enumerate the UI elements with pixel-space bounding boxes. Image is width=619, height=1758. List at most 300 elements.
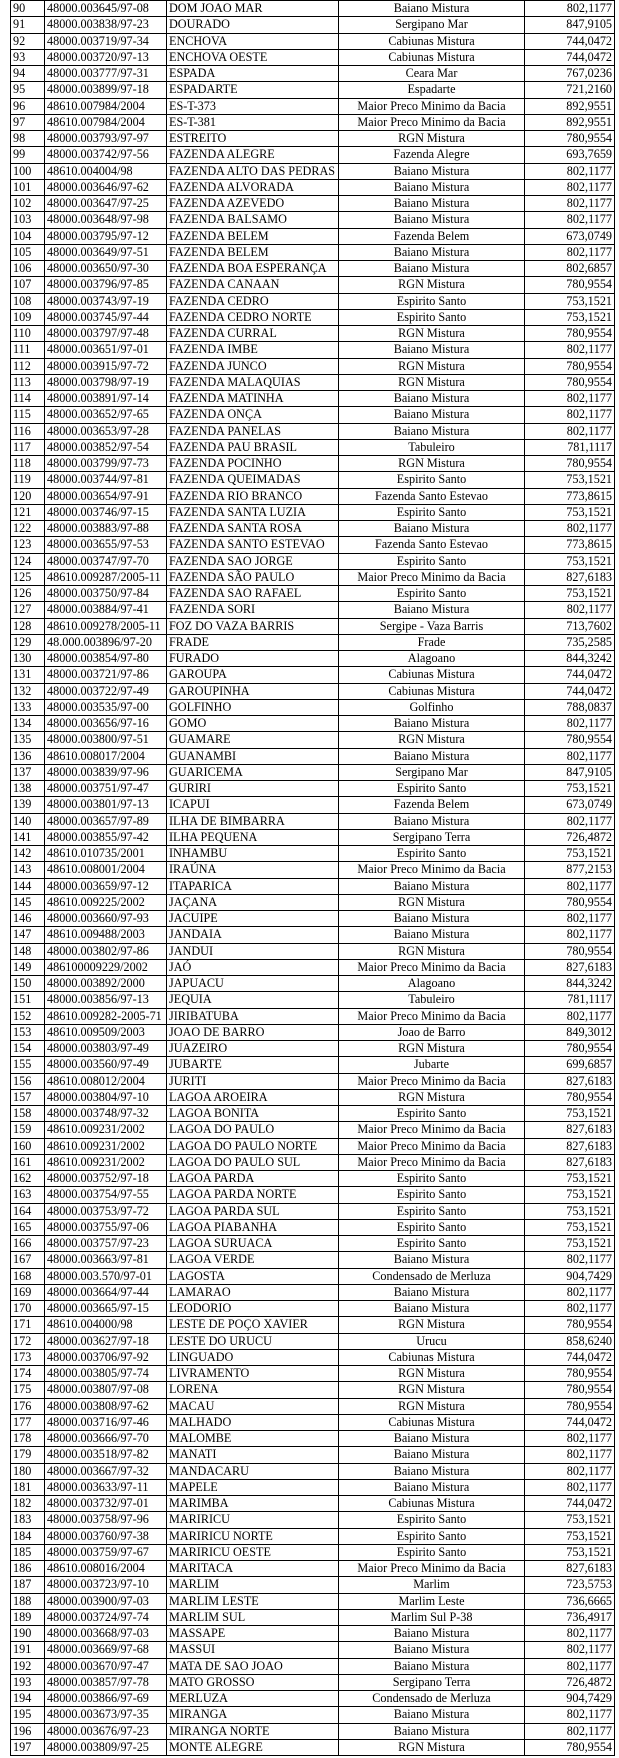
minimum-price-cell: 802,1177: [525, 1252, 615, 1268]
process-number-cell: 48000.003673/97-35: [45, 1707, 167, 1723]
table-row: [11, 1138, 615, 1154]
table-row: [11, 651, 615, 667]
row-number-cell: 188: [11, 1593, 45, 1609]
process-number-cell: 48000.003752/97-18: [45, 1171, 167, 1187]
process-number-cell: 48000.003804/97-10: [45, 1089, 167, 1105]
minimum-price-cell: 802,1177: [525, 878, 615, 894]
process-number-cell: 48000.003854/97-80: [45, 651, 167, 667]
field-name-cell: LAGOA DO PAULO NORTE: [167, 1138, 339, 1154]
reference-oil-cell: Baiano Mistura: [339, 212, 525, 228]
process-number-cell: 48000.003748/97-32: [45, 1106, 167, 1122]
reference-oil-cell: Espirito Santo: [339, 1171, 525, 1187]
field-name-cell: LIVRAMENTO: [167, 1366, 339, 1382]
process-number-cell: 48000.003892/2000: [45, 976, 167, 992]
row-number-cell: 185: [11, 1544, 45, 1560]
field-name-cell: GUARICEMA: [167, 764, 339, 780]
row-number-cell: 162: [11, 1171, 45, 1187]
table-row: [11, 1203, 615, 1219]
row-number-cell: 126: [11, 586, 45, 602]
reference-oil-cell: RGN Mistura: [339, 894, 525, 910]
table-row: [11, 1414, 615, 1430]
minimum-price-cell: 780,9554: [525, 1366, 615, 1382]
field-name-cell: FAZENDA ALTO DAS PEDRAS: [167, 163, 339, 179]
field-name-cell: DOM JOAO MAR: [167, 1, 339, 17]
minimum-price-cell: 802,1177: [525, 927, 615, 943]
field-name-cell: MASSUI: [167, 1642, 339, 1658]
minimum-price-cell: 802,1177: [525, 748, 615, 764]
process-number-cell: 48610.009278/2005-11: [45, 618, 167, 634]
reference-oil-cell: Fazenda Alegre: [339, 147, 525, 163]
process-number-cell: 48000.003809/97-25: [45, 1739, 167, 1755]
reference-oil-cell: Maior Preco Minimo da Bacia: [339, 862, 525, 878]
field-name-cell: JAÇANA: [167, 894, 339, 910]
minimum-price-cell: 753,1521: [525, 586, 615, 602]
minimum-price-cell: 780,9554: [525, 374, 615, 390]
field-name-cell: FAZENDA RIO BRANCO: [167, 488, 339, 504]
row-number-cell: 176: [11, 1398, 45, 1414]
minimum-price-cell: 802,1177: [525, 212, 615, 228]
field-name-cell: MATO GROSSO: [167, 1674, 339, 1690]
reference-oil-cell: Baiano Mistura: [339, 407, 525, 423]
minimum-price-cell: 780,9554: [525, 1041, 615, 1057]
field-name-cell: FAZENDA BELEM: [167, 244, 339, 260]
row-number-cell: 166: [11, 1236, 45, 1252]
minimum-price-cell: 802,1177: [525, 1284, 615, 1300]
reference-oil-cell: Baiano Mistura: [339, 878, 525, 894]
field-name-cell: FOZ DO VAZA BARRIS: [167, 618, 339, 634]
field-name-cell: GUANAMBI: [167, 748, 339, 764]
field-name-cell: FAZENDA SANTO ESTEVAO: [167, 537, 339, 553]
minimum-price-cell: 877,2153: [525, 862, 615, 878]
table-row: [11, 472, 615, 488]
process-number-cell: 48000.003649/97-51: [45, 244, 167, 260]
field-name-cell: MARLIM: [167, 1577, 339, 1593]
field-name-cell: LINGUADO: [167, 1349, 339, 1365]
minimum-price-cell: 723,5753: [525, 1577, 615, 1593]
row-number-cell: 161: [11, 1154, 45, 1170]
reference-oil-cell: Baiano Mistura: [339, 748, 525, 764]
field-name-cell: IRAÚNA: [167, 862, 339, 878]
table-row: [11, 1073, 615, 1089]
minimum-price-cell: 673,0749: [525, 228, 615, 244]
reference-oil-cell: Baiano Mistura: [339, 391, 525, 407]
reference-oil-cell: Baiano Mistura: [339, 1479, 525, 1495]
price-table-body: [11, 1, 615, 1756]
table-row: [11, 391, 615, 407]
process-number-cell: 48000.003657/97-89: [45, 813, 167, 829]
reference-oil-cell: Baiano Mistura: [339, 1252, 525, 1268]
table-row: [11, 1447, 615, 1463]
reference-oil-cell: Baiano Mistura: [339, 1301, 525, 1317]
table-row: [11, 878, 615, 894]
row-number-cell: 146: [11, 911, 45, 927]
minimum-price-cell: 802,1177: [525, 1447, 615, 1463]
minimum-price-cell: 780,9554: [525, 1089, 615, 1105]
process-number-cell: 48000.003747/97-70: [45, 553, 167, 569]
row-number-cell: 145: [11, 894, 45, 910]
table-row: [11, 1041, 615, 1057]
row-number-cell: 169: [11, 1284, 45, 1300]
minimum-price-cell: 753,1521: [525, 1236, 615, 1252]
reference-oil-cell: RGN Mistura: [339, 1382, 525, 1398]
minimum-price-cell: 802,1177: [525, 1463, 615, 1479]
row-number-cell: 181: [11, 1479, 45, 1495]
row-number-cell: 156: [11, 1073, 45, 1089]
row-number-cell: 140: [11, 813, 45, 829]
field-name-cell: MERLUZA: [167, 1691, 339, 1707]
reference-oil-cell: Cabiunas Mistura: [339, 1496, 525, 1512]
table-row: [11, 1366, 615, 1382]
process-number-cell: 48610.009231/2002: [45, 1138, 167, 1154]
table-row: [11, 228, 615, 244]
minimum-price-cell: 744,0472: [525, 667, 615, 683]
row-number-cell: 163: [11, 1187, 45, 1203]
field-name-cell: FURADO: [167, 651, 339, 667]
row-number-cell: 184: [11, 1528, 45, 1544]
minimum-price-cell: 780,9554: [525, 894, 615, 910]
field-name-cell: JUBARTE: [167, 1057, 339, 1073]
minimum-price-cell: 858,6240: [525, 1333, 615, 1349]
table-row: [11, 114, 615, 130]
row-number-cell: 104: [11, 228, 45, 244]
process-number-cell: 48000.003742/97-56: [45, 147, 167, 163]
table-row: [11, 1691, 615, 1707]
process-number-cell: 48000.003653/97-28: [45, 423, 167, 439]
reference-oil-cell: Baiano Mistura: [339, 1463, 525, 1479]
row-number-cell: 107: [11, 277, 45, 293]
reference-oil-cell: Fazenda Belem: [339, 797, 525, 813]
field-name-cell: ICAPUI: [167, 797, 339, 813]
field-name-cell: DOURADO: [167, 17, 339, 33]
row-number-cell: 178: [11, 1431, 45, 1447]
process-number-cell: 48000.003645/97-08: [45, 1, 167, 17]
row-number-cell: 170: [11, 1301, 45, 1317]
row-number-cell: 123: [11, 537, 45, 553]
field-name-cell: FAZENDA ONÇA: [167, 407, 339, 423]
process-number-cell: 48000.003745/97-44: [45, 309, 167, 325]
table-row: [11, 1642, 615, 1658]
reference-oil-cell: Sergipe - Vaza Barris: [339, 618, 525, 634]
process-number-cell: 48000.003646/97-62: [45, 179, 167, 195]
process-number-cell: 48610.009231/2002: [45, 1154, 167, 1170]
process-number-cell: 48000.003723/97-10: [45, 1577, 167, 1593]
reference-oil-cell: Espirito Santo: [339, 472, 525, 488]
field-name-cell: FAZENDA SANTA LUZIA: [167, 504, 339, 520]
row-number-cell: 165: [11, 1219, 45, 1235]
process-number-cell: 48000.003648/97-98: [45, 212, 167, 228]
minimum-price-cell: 802,1177: [525, 1479, 615, 1495]
reference-oil-cell: Baiano Mistura: [339, 1284, 525, 1300]
table-row: [11, 179, 615, 195]
reference-oil-cell: Maior Preco Minimo da Bacia: [339, 1138, 525, 1154]
reference-oil-cell: RGN Mistura: [339, 456, 525, 472]
minimum-price-cell: 849,3012: [525, 1024, 615, 1040]
process-number-cell: 48000.003721/97-86: [45, 667, 167, 683]
reference-oil-cell: Maior Preco Minimo da Bacia: [339, 98, 525, 114]
process-number-cell: 48000.003668/97-03: [45, 1626, 167, 1642]
row-number-cell: 157: [11, 1089, 45, 1105]
reference-oil-cell: Espirito Santo: [339, 1219, 525, 1235]
reference-oil-cell: Baiano Mistura: [339, 244, 525, 260]
field-name-cell: ESPADA: [167, 66, 339, 82]
table-row: [11, 131, 615, 147]
reference-oil-cell: Baiano Mistura: [339, 602, 525, 618]
reference-oil-cell: RGN Mistura: [339, 1739, 525, 1755]
minimum-price-cell: 767,0236: [525, 66, 615, 82]
process-number-cell: 48000.003732/97-01: [45, 1496, 167, 1512]
reference-oil-cell: Cabiunas Mistura: [339, 1414, 525, 1430]
process-number-cell: 48000.003666/97-70: [45, 1431, 167, 1447]
field-name-cell: GOLFINHO: [167, 699, 339, 715]
process-number-cell: 48000.003654/97-91: [45, 488, 167, 504]
table-row: [11, 748, 615, 764]
table-row: [11, 1268, 615, 1284]
row-number-cell: 120: [11, 488, 45, 504]
minimum-price-cell: 780,9554: [525, 131, 615, 147]
field-name-cell: MALOMBE: [167, 1431, 339, 1447]
table-row: [11, 439, 615, 455]
reference-oil-cell: Baiano Mistura: [339, 1723, 525, 1739]
table-row: [11, 17, 615, 33]
table-row: [11, 1219, 615, 1235]
minimum-price-cell: 802,1177: [525, 196, 615, 212]
minimum-price-cell: 780,9554: [525, 1398, 615, 1414]
process-number-cell: 48000.003777/97-31: [45, 66, 167, 82]
row-number-cell: 196: [11, 1723, 45, 1739]
process-number-cell: 48000.003744/97-81: [45, 472, 167, 488]
process-number-cell: 48000.003856/97-13: [45, 992, 167, 1008]
row-number-cell: 153: [11, 1024, 45, 1040]
reference-oil-cell: Baiano Mistura: [339, 163, 525, 179]
table-row: [11, 309, 615, 325]
table-row: [11, 602, 615, 618]
process-number-cell: 48000.003633/97-11: [45, 1479, 167, 1495]
field-name-cell: FAZENDA SORI: [167, 602, 339, 618]
field-name-cell: LAGOA PARDA NORTE: [167, 1187, 339, 1203]
row-number-cell: 144: [11, 878, 45, 894]
row-number-cell: 130: [11, 651, 45, 667]
reference-oil-cell: Sergipano Mar: [339, 17, 525, 33]
minimum-price-cell: 827,6183: [525, 1138, 615, 1154]
field-name-cell: JOAO DE BARRO: [167, 1024, 339, 1040]
row-number-cell: 112: [11, 358, 45, 374]
minimum-price-cell: 693,7659: [525, 147, 615, 163]
row-number-cell: 189: [11, 1609, 45, 1625]
row-number-cell: 121: [11, 504, 45, 520]
minimum-price-cell: 744,0472: [525, 1414, 615, 1430]
process-number-cell: 48000.003793/97-97: [45, 131, 167, 147]
table-row: [11, 1008, 615, 1024]
row-number-cell: 103: [11, 212, 45, 228]
row-number-cell: 159: [11, 1122, 45, 1138]
table-row: [11, 1512, 615, 1528]
table-row: [11, 1154, 615, 1170]
row-number-cell: 139: [11, 797, 45, 813]
table-row: [11, 1577, 615, 1593]
table-row: [11, 732, 615, 748]
reference-oil-cell: Espirito Santo: [339, 504, 525, 520]
reference-oil-cell: Condensado de Merluza: [339, 1691, 525, 1707]
field-name-cell: MARIMBA: [167, 1496, 339, 1512]
process-number-cell: 48000.003839/97-96: [45, 764, 167, 780]
reference-oil-cell: RGN Mistura: [339, 1089, 525, 1105]
row-number-cell: 152: [11, 1008, 45, 1024]
minimum-price-cell: 773,8615: [525, 537, 615, 553]
reference-oil-cell: RGN Mistura: [339, 358, 525, 374]
field-name-cell: FAZENDA SAO RAFAEL: [167, 586, 339, 602]
row-number-cell: 147: [11, 927, 45, 943]
minimum-price-cell: 753,1521: [525, 553, 615, 569]
reference-oil-cell: Maior Preco Minimo da Bacia: [339, 569, 525, 585]
field-name-cell: GURIRI: [167, 781, 339, 797]
field-name-cell: GUAMARE: [167, 732, 339, 748]
table-row: [11, 504, 615, 520]
process-number-cell: 48000.003838/97-23: [45, 17, 167, 33]
row-number-cell: 122: [11, 521, 45, 537]
row-number-cell: 101: [11, 179, 45, 195]
process-number-cell: 48610.009282-2005-71: [45, 1008, 167, 1024]
table-row: [11, 553, 615, 569]
field-name-cell: JEQUIA: [167, 992, 339, 1008]
table-row: [11, 992, 615, 1008]
field-name-cell: MARLIM SUL: [167, 1609, 339, 1625]
field-name-cell: MATA DE SAO JOAO: [167, 1658, 339, 1674]
reference-oil-cell: Alagoano: [339, 976, 525, 992]
row-number-cell: 173: [11, 1349, 45, 1365]
reference-oil-cell: Marlim: [339, 1577, 525, 1593]
table-row: [11, 586, 615, 602]
row-number-cell: 179: [11, 1447, 45, 1463]
row-number-cell: 168: [11, 1268, 45, 1284]
process-number-cell: 48000.003664/97-44: [45, 1284, 167, 1300]
row-number-cell: 138: [11, 781, 45, 797]
row-number-cell: 143: [11, 862, 45, 878]
process-number-cell: 48000.003798/97-19: [45, 374, 167, 390]
table-row: [11, 342, 615, 358]
process-number-cell: 48610.008016/2004: [45, 1561, 167, 1577]
row-number-cell: 111: [11, 342, 45, 358]
process-number-cell: 48000.003663/97-81: [45, 1252, 167, 1268]
field-name-cell: LAGOSTA: [167, 1268, 339, 1284]
process-number-cell: 48000.003797/97-48: [45, 326, 167, 342]
row-number-cell: 183: [11, 1512, 45, 1528]
row-number-cell: 148: [11, 943, 45, 959]
process-number-cell: 48000.003900/97-03: [45, 1593, 167, 1609]
row-number-cell: 197: [11, 1739, 45, 1755]
minimum-price-cell: 904,7429: [525, 1268, 615, 1284]
reference-oil-cell: Espirito Santo: [339, 293, 525, 309]
process-number-cell: 48610.007984/2004: [45, 114, 167, 130]
reference-oil-cell: Baiano Mistura: [339, 342, 525, 358]
row-number-cell: 164: [11, 1203, 45, 1219]
minimum-price-cell: 753,1521: [525, 1187, 615, 1203]
reference-oil-cell: Maior Preco Minimo da Bacia: [339, 1122, 525, 1138]
process-number-cell: 48000.003796/97-85: [45, 277, 167, 293]
row-number-cell: 133: [11, 699, 45, 715]
table-row: [11, 894, 615, 910]
reference-oil-cell: Espirito Santo: [339, 781, 525, 797]
field-name-cell: MARIRICU: [167, 1512, 339, 1528]
reference-oil-cell: Marlim Sul P-38: [339, 1609, 525, 1625]
table-row: [11, 943, 615, 959]
field-name-cell: JIRIBATUBA: [167, 1008, 339, 1024]
reference-oil-cell: Baiano Mistura: [339, 179, 525, 195]
reference-oil-cell: Fazenda Santo Estevao: [339, 537, 525, 553]
reference-oil-cell: Ceara Mar: [339, 66, 525, 82]
minimum-price-cell: 673,0749: [525, 797, 615, 813]
table-row: [11, 1301, 615, 1317]
reference-oil-cell: RGN Mistura: [339, 1041, 525, 1057]
table-row: [11, 1057, 615, 1073]
minimum-price-cell: 753,1521: [525, 1512, 615, 1528]
field-name-cell: FAZENDA ALVORADA: [167, 179, 339, 195]
row-number-cell: 93: [11, 49, 45, 65]
process-number-cell: 48000.003647/97-25: [45, 196, 167, 212]
field-name-cell: LAMARAO: [167, 1284, 339, 1300]
minimum-price-cell: 753,1521: [525, 1544, 615, 1560]
table-row: [11, 1658, 615, 1674]
reference-oil-cell: RGN Mistura: [339, 732, 525, 748]
minimum-price-cell: 802,1177: [525, 911, 615, 927]
process-number-cell: 48000.003807/97-08: [45, 1382, 167, 1398]
document-page: [10, 0, 618, 1758]
minimum-price-cell: 736,4917: [525, 1609, 615, 1625]
process-number-cell: 48000.003884/97-41: [45, 602, 167, 618]
reference-oil-cell: Cabiunas Mistura: [339, 49, 525, 65]
process-number-cell: 48000.003751/97-47: [45, 781, 167, 797]
reference-oil-cell: RGN Mistura: [339, 1366, 525, 1382]
reference-oil-cell: RGN Mistura: [339, 943, 525, 959]
field-name-cell: JURITI: [167, 1073, 339, 1089]
process-number-cell: 48000.003656/97-16: [45, 716, 167, 732]
field-name-cell: LAGOA DO PAULO: [167, 1122, 339, 1138]
minimum-price-cell: 827,6183: [525, 959, 615, 975]
field-name-cell: FAZENDA SAO JORGE: [167, 553, 339, 569]
row-number-cell: 132: [11, 683, 45, 699]
minimum-price-cell: 736,6665: [525, 1593, 615, 1609]
field-name-cell: FAZENDA PAU BRASIL: [167, 439, 339, 455]
reference-oil-cell: Baiano Mistura: [339, 521, 525, 537]
row-number-cell: 116: [11, 423, 45, 439]
reference-oil-cell: Sergipano Terra: [339, 829, 525, 845]
field-name-cell: LAGOA PIABANHA: [167, 1219, 339, 1235]
reference-oil-cell: Sergipano Terra: [339, 1674, 525, 1690]
row-number-cell: 94: [11, 66, 45, 82]
field-name-cell: ILHA DE BIMBARRA: [167, 813, 339, 829]
minimum-price-cell: 802,1177: [525, 163, 615, 179]
row-number-cell: 129: [11, 634, 45, 650]
process-number-cell: 48000.003659/97-12: [45, 878, 167, 894]
table-row: [11, 212, 615, 228]
row-number-cell: 110: [11, 326, 45, 342]
minimum-price-cell: 780,9554: [525, 326, 615, 342]
minimum-price-cell: 827,6183: [525, 1561, 615, 1577]
field-name-cell: JAPUACU: [167, 976, 339, 992]
reference-oil-cell: Baiano Mistura: [339, 261, 525, 277]
minimum-price-cell: 904,7429: [525, 1691, 615, 1707]
field-name-cell: MIRANGA NORTE: [167, 1723, 339, 1739]
process-number-cell: 48000.003651/97-01: [45, 342, 167, 358]
table-row: [11, 49, 615, 65]
row-number-cell: 177: [11, 1414, 45, 1430]
row-number-cell: 180: [11, 1463, 45, 1479]
process-number-cell: 48000.003722/97-49: [45, 683, 167, 699]
reference-oil-cell: Maior Preco Minimo da Bacia: [339, 959, 525, 975]
table-row: [11, 1561, 615, 1577]
field-name-cell: LAGOA PARDA: [167, 1171, 339, 1187]
minimum-price-cell: 827,6183: [525, 569, 615, 585]
reference-oil-cell: Baiano Mistura: [339, 1707, 525, 1723]
